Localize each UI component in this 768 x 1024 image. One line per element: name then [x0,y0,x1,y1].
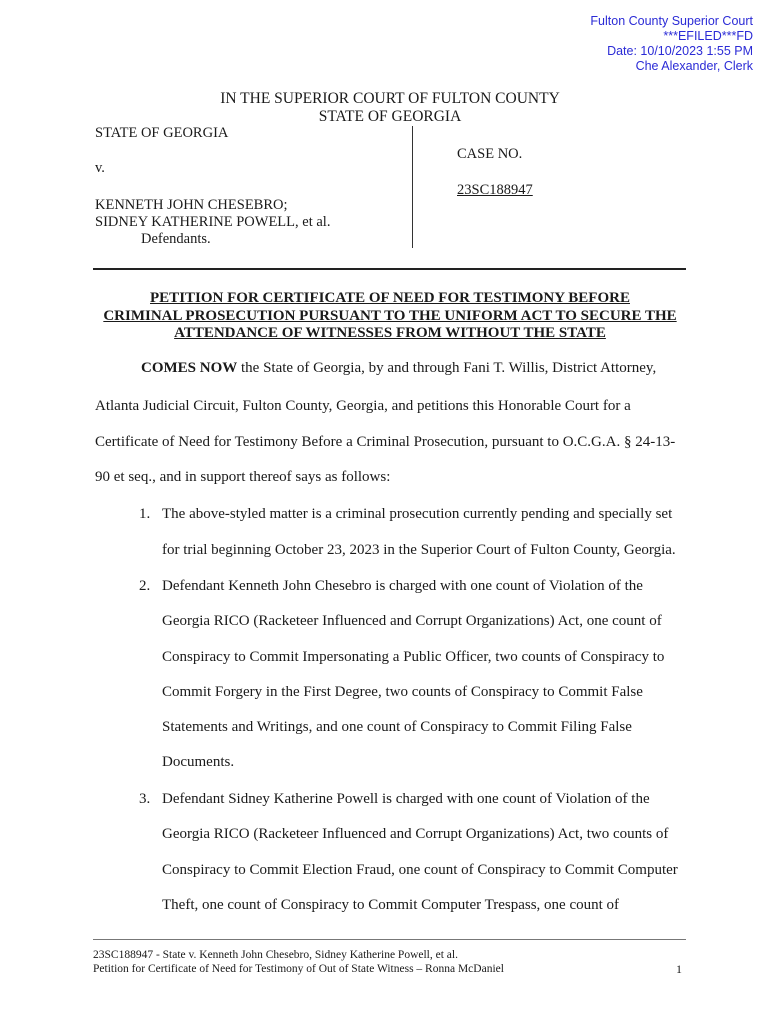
stamp-court: Fulton County Superior Court [590,14,753,28]
defendant-1: KENNETH JOHN CHESEBRO; [95,197,288,213]
item-number: 1. [139,506,151,522]
footer-case-line: 23SC188947 - State v. Kenneth John Chesebro, Sidney Katherine Powell, et al. [93,949,458,961]
intro-line-1 [141,360,656,377]
item-line: Defendant Kenneth John Chesebro is charged with one count of Violation of the [162,578,643,594]
stamp-clerk: Che Alexander, Clerk [635,59,753,73]
footer-rule [93,939,686,940]
title-line-2: CRIMINAL PROSECUTION PURSUANT TO THE UNIFORM ACT TO SECURE THE [103,307,677,324]
caption-divider [412,126,413,248]
title-line-3: ATTENDANCE OF WITNESSES FROM WITHOUT THE STATE [174,325,606,341]
defendants-label: Defendants. [141,231,211,247]
item-number: 2. [139,578,151,594]
item-line: Commit Forgery in the First Degree, two counts of Conspiracy to Commit False [162,684,643,700]
case-number: 23SC188947 [457,182,533,198]
plaintiff: STATE OF GEORGIA [95,125,229,141]
petition-title [90,290,690,343]
comes-now: COMES NOW [141,360,238,376]
title-line-1: PETITION FOR CERTIFICATE OF NEED FOR TESTIMONY BEFORE [150,290,630,306]
court-name: IN THE SUPERIOR COURT OF FULTON COUNTY [220,90,560,107]
item-line: Conspiracy to Commit Impersonating a Public Officer, two counts of Conspiracy to [162,649,665,665]
page-number: 1 [676,962,682,976]
defendant-2: SIDNEY KATHERINE POWELL, et al. [95,214,331,230]
item-line: Georgia RICO (Racketeer Influenced and Corrupt Organizations) Act, one count of [162,613,662,629]
item-line: Statements and Writings, and one count of Conspiracy to Commit Filing False [162,719,632,735]
item-line: Georgia RICO (Racketeer Influenced and Corrupt Organizations) Act, two counts of [162,826,669,842]
item-line: Documents. [162,754,235,770]
intro-line-1-text: the State of Georgia, by and through Fani T. Willis, District Attorney, [237,360,657,376]
intro-line-3: Certificate of Need for Testimony Before a Criminal Prosecution, pursuant to O.C.G.A. § 24-13- [95,434,676,450]
item-line: The above-styled matter is a criminal prosecution currently pending and specially set [162,506,673,522]
versus: v. [95,160,105,176]
item-line: Theft, one count of Conspiracy to Commit Computer Trespass, one count of [162,897,620,913]
efiling-stamp [590,14,753,74]
item-number: 3. [139,791,151,807]
item-line: Conspiracy to Commit Election Fraud, one count of Conspiracy to Commit Computer [162,862,678,878]
court-state: STATE OF GEORGIA [318,108,462,125]
intro-line-2: Atlanta Judicial Circuit, Fulton County, Georgia, and petitions this Honorable Court for a [95,398,631,414]
stamp-date: Date: 10/10/2023 1:55 PM [607,44,753,58]
intro-line-4: 90 et seq., and in support thereof says as follows: [95,469,391,485]
caption-rule [93,268,686,270]
footer-title-line: Petition for Certificate of Need for Testimony of Out of State Witness – Ronna McDaniel [93,963,504,975]
case-number-label: CASE NO. [457,146,523,162]
court-heading [0,90,768,126]
stamp-efiled: ***EFILED***FD [663,29,753,43]
item-line: Defendant Sidney Katherine Powell is charged with one count of Violation of the [162,791,650,807]
item-line: for trial beginning October 23, 2023 in the Superior Court of Fulton County, Georgia. [162,542,676,558]
